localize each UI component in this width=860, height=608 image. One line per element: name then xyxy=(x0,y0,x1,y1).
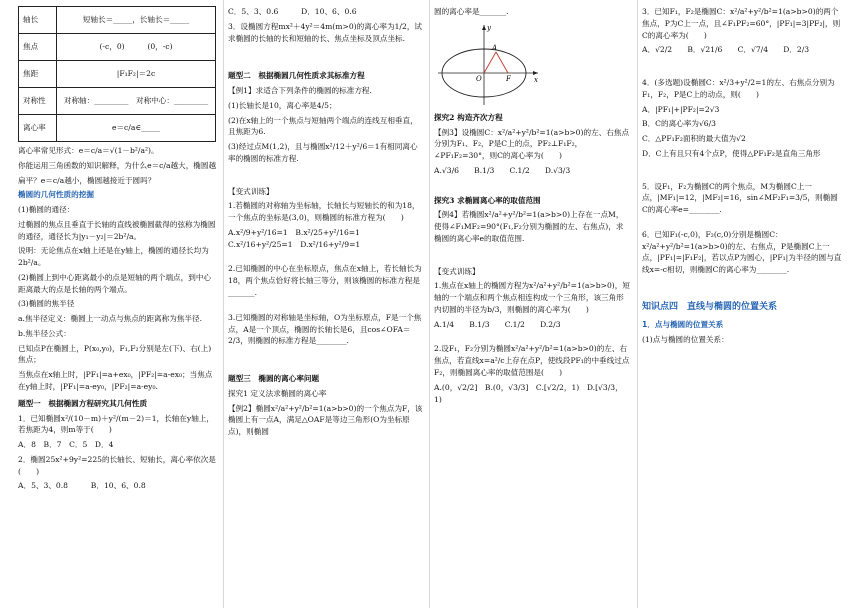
paragraph: 过椭圆的焦点且垂直于长轴的直线被椭圆截得的弦称为椭圆的通径，通径长为|y₁－y₂|＝2b²/a。 xyxy=(18,219,216,241)
question: 6．已知F₁(-c,0)，F₂(c,0)分别是椭圆C：x²/a²+y²/b²=1(a>b>0)的左、右焦点，P是椭圆C上一点，|PF₁|=|F₁F₂|，若以点P为圆心，|PF₁|为半径的圆与直线x=-c相切，则椭圆C的离心率为________. xyxy=(642,229,842,275)
column-4 xyxy=(642,6,842,602)
example: 【例2】椭圆x²/a²+y²/b²=1(a>b>0)的一个焦点为F，该椭圆上有一点A，满足△OAF是等边三角形(O为坐标原点)，则椭圆 xyxy=(228,403,423,437)
table-row xyxy=(19,88,216,115)
question: 1．已知椭圆x²/(10－m)＋y²/(m－2)＝1，长轴在y轴上，若焦距为4，则m等于( ) xyxy=(18,413,214,435)
subsection-title: 1．点与椭圆的位置关系 xyxy=(642,319,724,329)
column-2 xyxy=(228,6,424,602)
table-row xyxy=(19,61,216,88)
paragraph: 离心率常见形式：e＝c/a＝√(1－b²/a²)。 xyxy=(18,146,159,155)
example: 【例4】若椭圆x²/a²+y²/b²=1(a>b>0)上存在一点M，使得∠F₁MF₂=90°(F₁,F₂分别为椭圆的左、右焦点)，求椭圆的离心率e的取值范围. xyxy=(434,210,624,243)
question: 5．设F₁，F₂为椭圆C的两个焦点，M为椭圆C上一点，|MF₁|=12，|MF₂|=16，sin∠MF₂F₁=3/5，则椭圆C的离心率e=________. xyxy=(642,181,838,215)
paragraph: (1)点与椭圆的位置关系： xyxy=(642,334,729,344)
table-key: 对称性 xyxy=(19,88,57,115)
option: D．C上有且只有4个点P，使得△PF₁F₂是直角三角形 xyxy=(642,148,821,158)
label-o: O xyxy=(476,74,482,83)
options: A.x²/9+y²/16=1 B.x²/25+y²/16=1 C.x²/16+y²/25=1 D.x²/16+y²/9=1 xyxy=(228,227,368,249)
method-title: 探究1 定义法求椭圆的离心率 xyxy=(228,388,327,398)
paragraph: (2)在x轴上的一个焦点与短轴两个端点的连线互相垂直，且焦距为6. xyxy=(228,115,418,137)
table-key: 焦距 xyxy=(19,61,57,88)
x-axis-arrow xyxy=(533,71,538,75)
label-f: F xyxy=(506,74,511,83)
question: 3.已知椭圆的对称轴是坐标轴，O为坐标原点，F是一个焦点，A是一个顶点，椭圆的长轴长是6，且cos∠OFA＝2/3，则椭圆的标准方程是________. xyxy=(228,312,422,346)
table-row xyxy=(19,34,216,61)
table-value: 对称轴：_________ 对称中心：_________ xyxy=(57,88,216,115)
example: 【例1】求适合下列条件的椭圆的标准方程. xyxy=(228,86,372,96)
paragraph: 扁平？e＝c/a越小，椭圆越接近于圆吗？ xyxy=(18,175,156,185)
method-title: 探究2 构造齐次方程 xyxy=(434,112,503,122)
label-x: x xyxy=(534,75,538,84)
ellipse-properties-table xyxy=(18,6,216,142)
options: C．5、3、0.6 D．10、6、0.6 xyxy=(228,7,357,16)
section-title: 椭圆的几何性质的挖掘 xyxy=(18,190,94,200)
question: 1.焦点在x轴上的椭圆方程为x²/a²+y²/b²=1(a>b>0)，短轴的一个端点和两个焦点相连构成一个三角形，该三角形内切圆的半径为b/3，则椭圆的离心率为( ) xyxy=(434,281,630,314)
table-value: |F₁F₂|＝2c xyxy=(57,61,216,88)
question: 2.已知椭圆的中心在坐标原点，焦点在x轴上，若长轴长为18，两个焦点恰好将长轴三等分，则该椭圆的标准方程是_______. xyxy=(228,264,422,298)
question: 4．(多选题)设椭圆C：x²/3+y²/2=1的左、右焦点分别为F₁，F₂，P是C上的动点，则( ) xyxy=(642,78,835,99)
question: 2.设F₁，F₂分别为椭圆x²/a²+y²/b²=1(a>b>0)的左、右焦点，若直线x=a²/c上存在点P，使线段PF₁的中垂线过点F₂，则椭圆离心率的取值范围是( ) xyxy=(434,344,630,378)
paragraph: 圆的离心率是_______. xyxy=(434,7,509,16)
paragraph: a.焦半径定义：椭圆上一动点与焦点的距离称为焦半径. xyxy=(18,314,203,324)
knowledge-point-title: 知识点四 直线与椭圆的位置关系 xyxy=(642,302,778,313)
table-value: e＝c/a∈_____ xyxy=(57,115,216,142)
segment-af xyxy=(496,52,508,73)
table-key: 离心率 xyxy=(19,115,57,142)
options: A．√2/2 B．√21/6 C．√7/4 D．2/3 xyxy=(642,45,810,55)
options: A．8 B．7 C．5 D．4 xyxy=(18,440,114,450)
example: 【例3】设椭圆C：x²/a²+y²/b²=1(a>b>0)的左、右焦点分别为F₁、F₂，P是C上的点，PF₂⊥F₁F₂，∠PF₁F₂=30°，则C的离心率为( ) xyxy=(434,127,630,161)
paragraph: 说明：无论焦点在x轴上还是在y轴上，椭圆的通径长均为2b²/a。 xyxy=(18,246,209,268)
question: 2．椭圆25x²+9y²=225的长轴长、短轴长，离心率依次是( ) xyxy=(18,454,216,476)
column-3 xyxy=(434,6,630,602)
option: B．C的离心率为√6/3 xyxy=(642,119,717,129)
y-axis-arrow xyxy=(482,25,486,30)
table-row xyxy=(19,7,216,34)
paragraph: 你能运用三角函数的知识解释，为什么e＝c/a越大，椭圆越 xyxy=(18,160,217,170)
options: A.√3/6 B.1/3 C.1/2 D.√3/3 xyxy=(434,165,571,175)
label-a: A xyxy=(492,43,498,52)
table-value: (-c，0) (0，-c) xyxy=(57,34,216,61)
table-row xyxy=(19,115,216,142)
paragraph: (3)经过点M(1,2)，且与椭圆x²/12＋y²/6＝1有相同离心率的椭圆的标准方程. xyxy=(228,142,418,163)
paragraph: (3)椭圆的焦半径 xyxy=(18,299,75,309)
question: 3．设椭圆方程mx²＋4y²＝4m(m>0)的离心率为1/2，试求椭圆的长轴的长和短轴的长、焦点坐标及顶点坐标. xyxy=(228,21,423,43)
options: A．5、3、0.8 B．10、6、0.8 xyxy=(18,481,146,491)
question: 3．已知F₁，F₂是椭圆C：x²/a²+y²/b²=1(a>b>0)的两个焦点，P为C上一点，且∠F₁PF₂=60°，|PF₁|=3|PF₂|，则C的离心率为( ) xyxy=(642,7,841,40)
option: A．|PF₁|+|PF₂|=2√3 xyxy=(642,104,720,114)
table-key: 轴长 xyxy=(19,7,57,34)
option: C．△PF₁F₂面积的最大值为√2 xyxy=(642,134,746,144)
paragraph: 已知点P在椭圆上，P(x₀,y₀)，F₁,F₂分别是左(下)、右(上)焦点； xyxy=(18,343,212,365)
heading: 题型一 根据椭圆方程研究其几何性质 xyxy=(18,398,148,408)
method-title: 探究3 求椭圆离心率的取值范围 xyxy=(434,195,541,205)
options: A.1/4 B.1/3 C.1/2 D.2/3 xyxy=(434,319,561,329)
paragraph: (1)长轴长是10，离心率是4/5； xyxy=(228,100,337,110)
options: A.(0，√2/2] B.(0，√3/3] C.[√2/2，1) D.[√3/3，1) xyxy=(434,382,623,404)
heading: 题型三 椭圆的离心率问题 xyxy=(228,374,320,384)
variant-title: 【变式训练】 xyxy=(228,186,274,196)
segment-oa xyxy=(484,52,496,73)
paragraph: (2)椭圆上到中心距离最小的点是短轴的两个端点，到中心距离最大的点是长轴的两个端点。 xyxy=(18,272,212,294)
column-1 xyxy=(18,6,218,602)
ellipse-diagram xyxy=(434,21,544,107)
variant-title: 【变式训练】 xyxy=(434,266,480,276)
label-y: y xyxy=(487,23,491,32)
heading: 题型二 根据椭圆几何性质求其标准方程 xyxy=(228,71,365,81)
table-key: 焦点 xyxy=(19,34,57,61)
paragraph: b.焦半径公式： xyxy=(18,328,71,338)
question: 1.若椭圆的对称轴为坐标轴，长轴长与短轴长的和为18，一个焦点的坐标是(3,0)，则椭圆的标准方程为( ) xyxy=(228,201,420,223)
paragraph: 当焦点在x轴上时，|PF₁|=a+ex₀，|PF₂|=a-ex₀；当焦点在y轴上时，|PF₁|=a-ey₀，|PF₂|=a-ey₀. xyxy=(18,370,213,392)
paragraph: (1)椭圆的通径： xyxy=(18,205,75,215)
table-value: 短轴长＝_____，长轴长＝_____ xyxy=(57,7,216,34)
